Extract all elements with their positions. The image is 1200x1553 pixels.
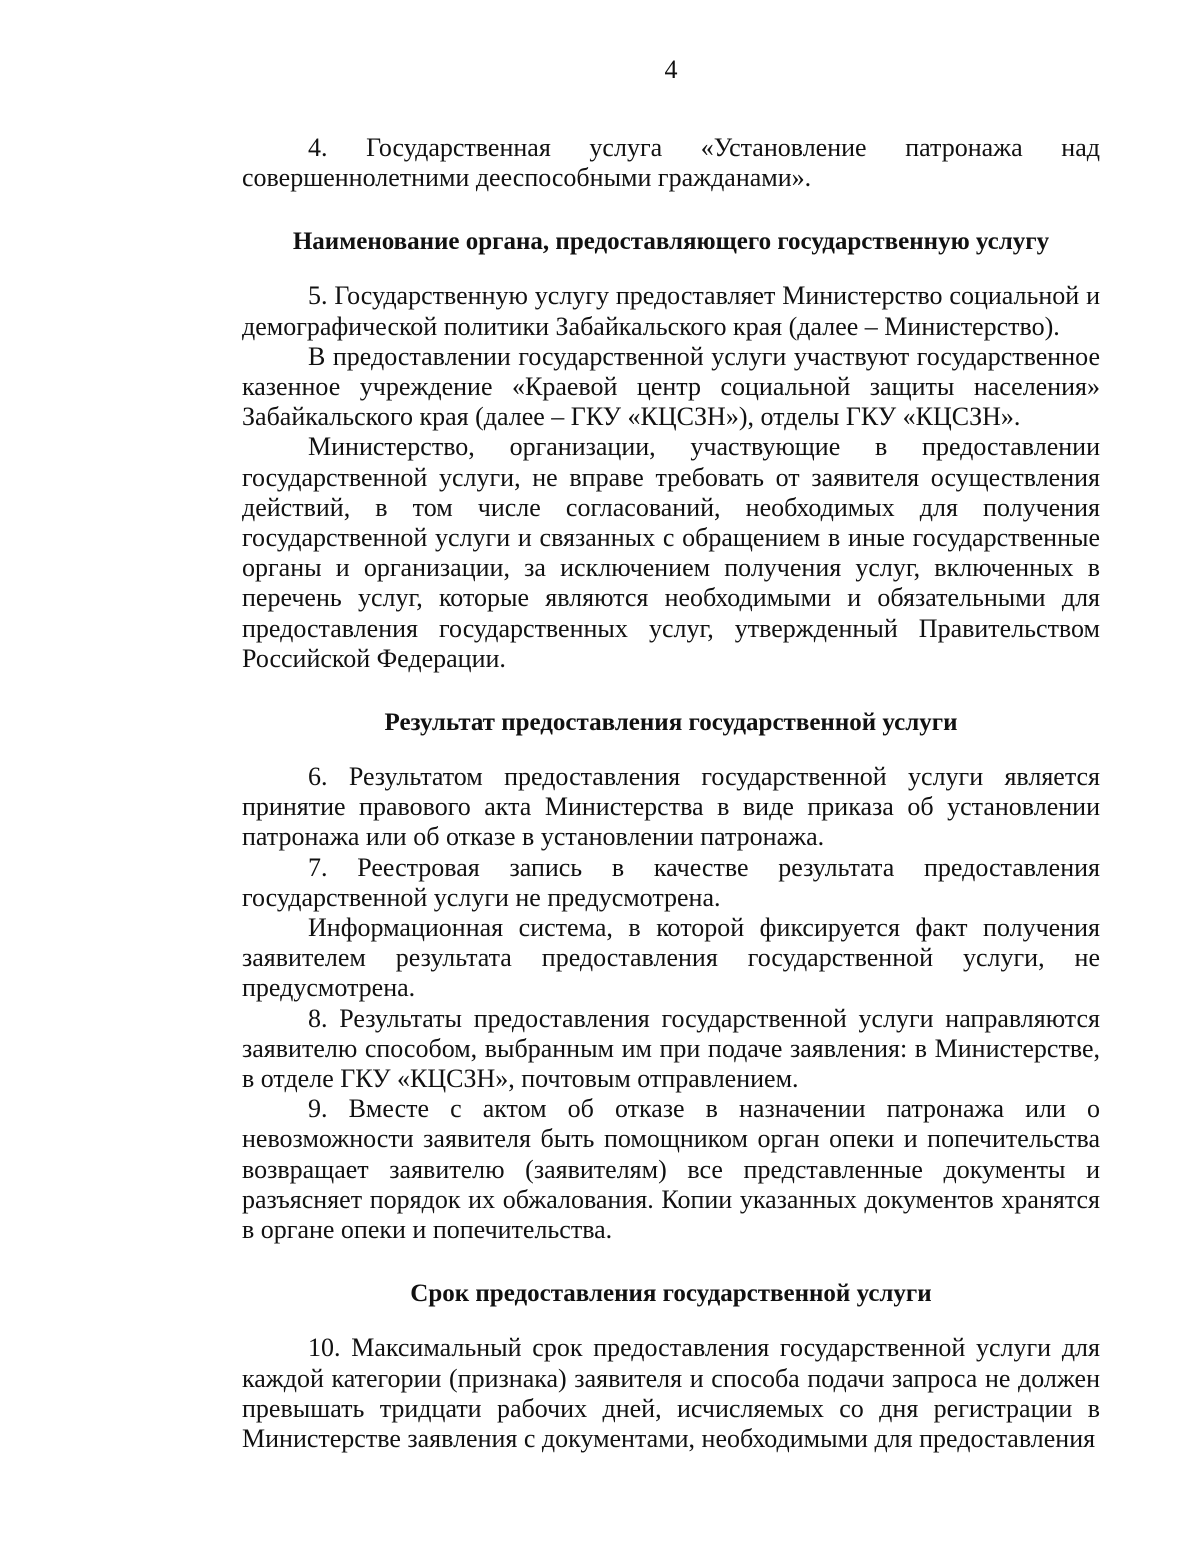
paragraph-item-6: 6. Результатом предоставления государственной услуги является принятие правового акта Министерства в виде приказа об установлении патронажа или об отказе в установлении патронажа. — [242, 762, 1100, 852]
section-heading-service-provider: Наименование органа, предоставляющего государственную услугу — [292, 228, 1050, 256]
paragraph-item-4: 4. Государственная услуга «Установление патронажа над совершеннолетними дееспособными гражданами». — [242, 133, 1100, 193]
spacer — [242, 193, 1100, 227]
paragraph-item-5: 5. Государственную услугу предоставляет Министерство социальной и демографической политики Забайкальского края (далее – Министерство). — [242, 281, 1100, 341]
section-heading-term: Срок предоставления государственной услуги — [410, 1280, 932, 1308]
spacer — [242, 1309, 1100, 1333]
spacer — [242, 674, 1100, 708]
paragraph-item-9: 9. Вместе с актом об отказе в назначении патронажа или о невозможности заявителя быть помощником орган опеки и попечительства возвращает заявителю (заявителям) все представленные документы и разъясняет порядок их обжалования. Копии указанных документов хранятся в органе опеки и попечительства. — [242, 1094, 1100, 1245]
spacer — [242, 1245, 1100, 1279]
spacer — [242, 257, 1100, 281]
paragraph-item-10: 10. Максимальный срок предоставления государственной услуги для каждой категории (признака) заявителя и способа подачи запроса не должен превышать тридцати рабочих дней, исчисляемых со дня регистрации в Министерстве заявления с документами, необходимыми для предоставления — [242, 1333, 1100, 1453]
paragraph-participants: В предоставлении государственной услуги участвуют государственное казенное учреждение «Краевой центр социальной защиты населения» Забайкальского края (далее – ГКУ «КЦСЗН»), отделы ГКУ «КЦСЗН». — [242, 341, 1100, 432]
spacer — [242, 738, 1100, 762]
paragraph-item-7: 7. Реестровая запись в качестве результата предоставления государственной услуги не предусмотрена. — [242, 852, 1100, 912]
section-heading-result: Результат предоставления государственной услуги — [384, 709, 958, 737]
paragraph-restrictions: Министерство, организации, участвующие в предоставлении государственной услуги, не вправе требовать от заявителя осуществления действий, в том числе согласований, необходимых для получения государственной услуги и связанных с обращением в иные государственные органы и организации, за исключением получения услуг, включенных в перечень услуг, которые являются необходимыми и обязательными для предоставления государственных услуг, утвержденный Правительством Российской Федерации. — [242, 432, 1100, 673]
document-body — [242, 133, 1100, 1454]
paragraph-information-system: Информационная система, в которой фиксируется факт получения заявителем результата предоставления государственной услуги, не предусмотрена. — [242, 913, 1100, 1003]
paragraph-item-8: 8. Результаты предоставления государственной услуги направляются заявителю способом, выбранным им при подаче заявления: в Министерстве, в отделе ГКУ «КЦСЗН», почтовым отправлением. — [242, 1003, 1100, 1094]
page-number: 4 — [664, 55, 678, 84]
